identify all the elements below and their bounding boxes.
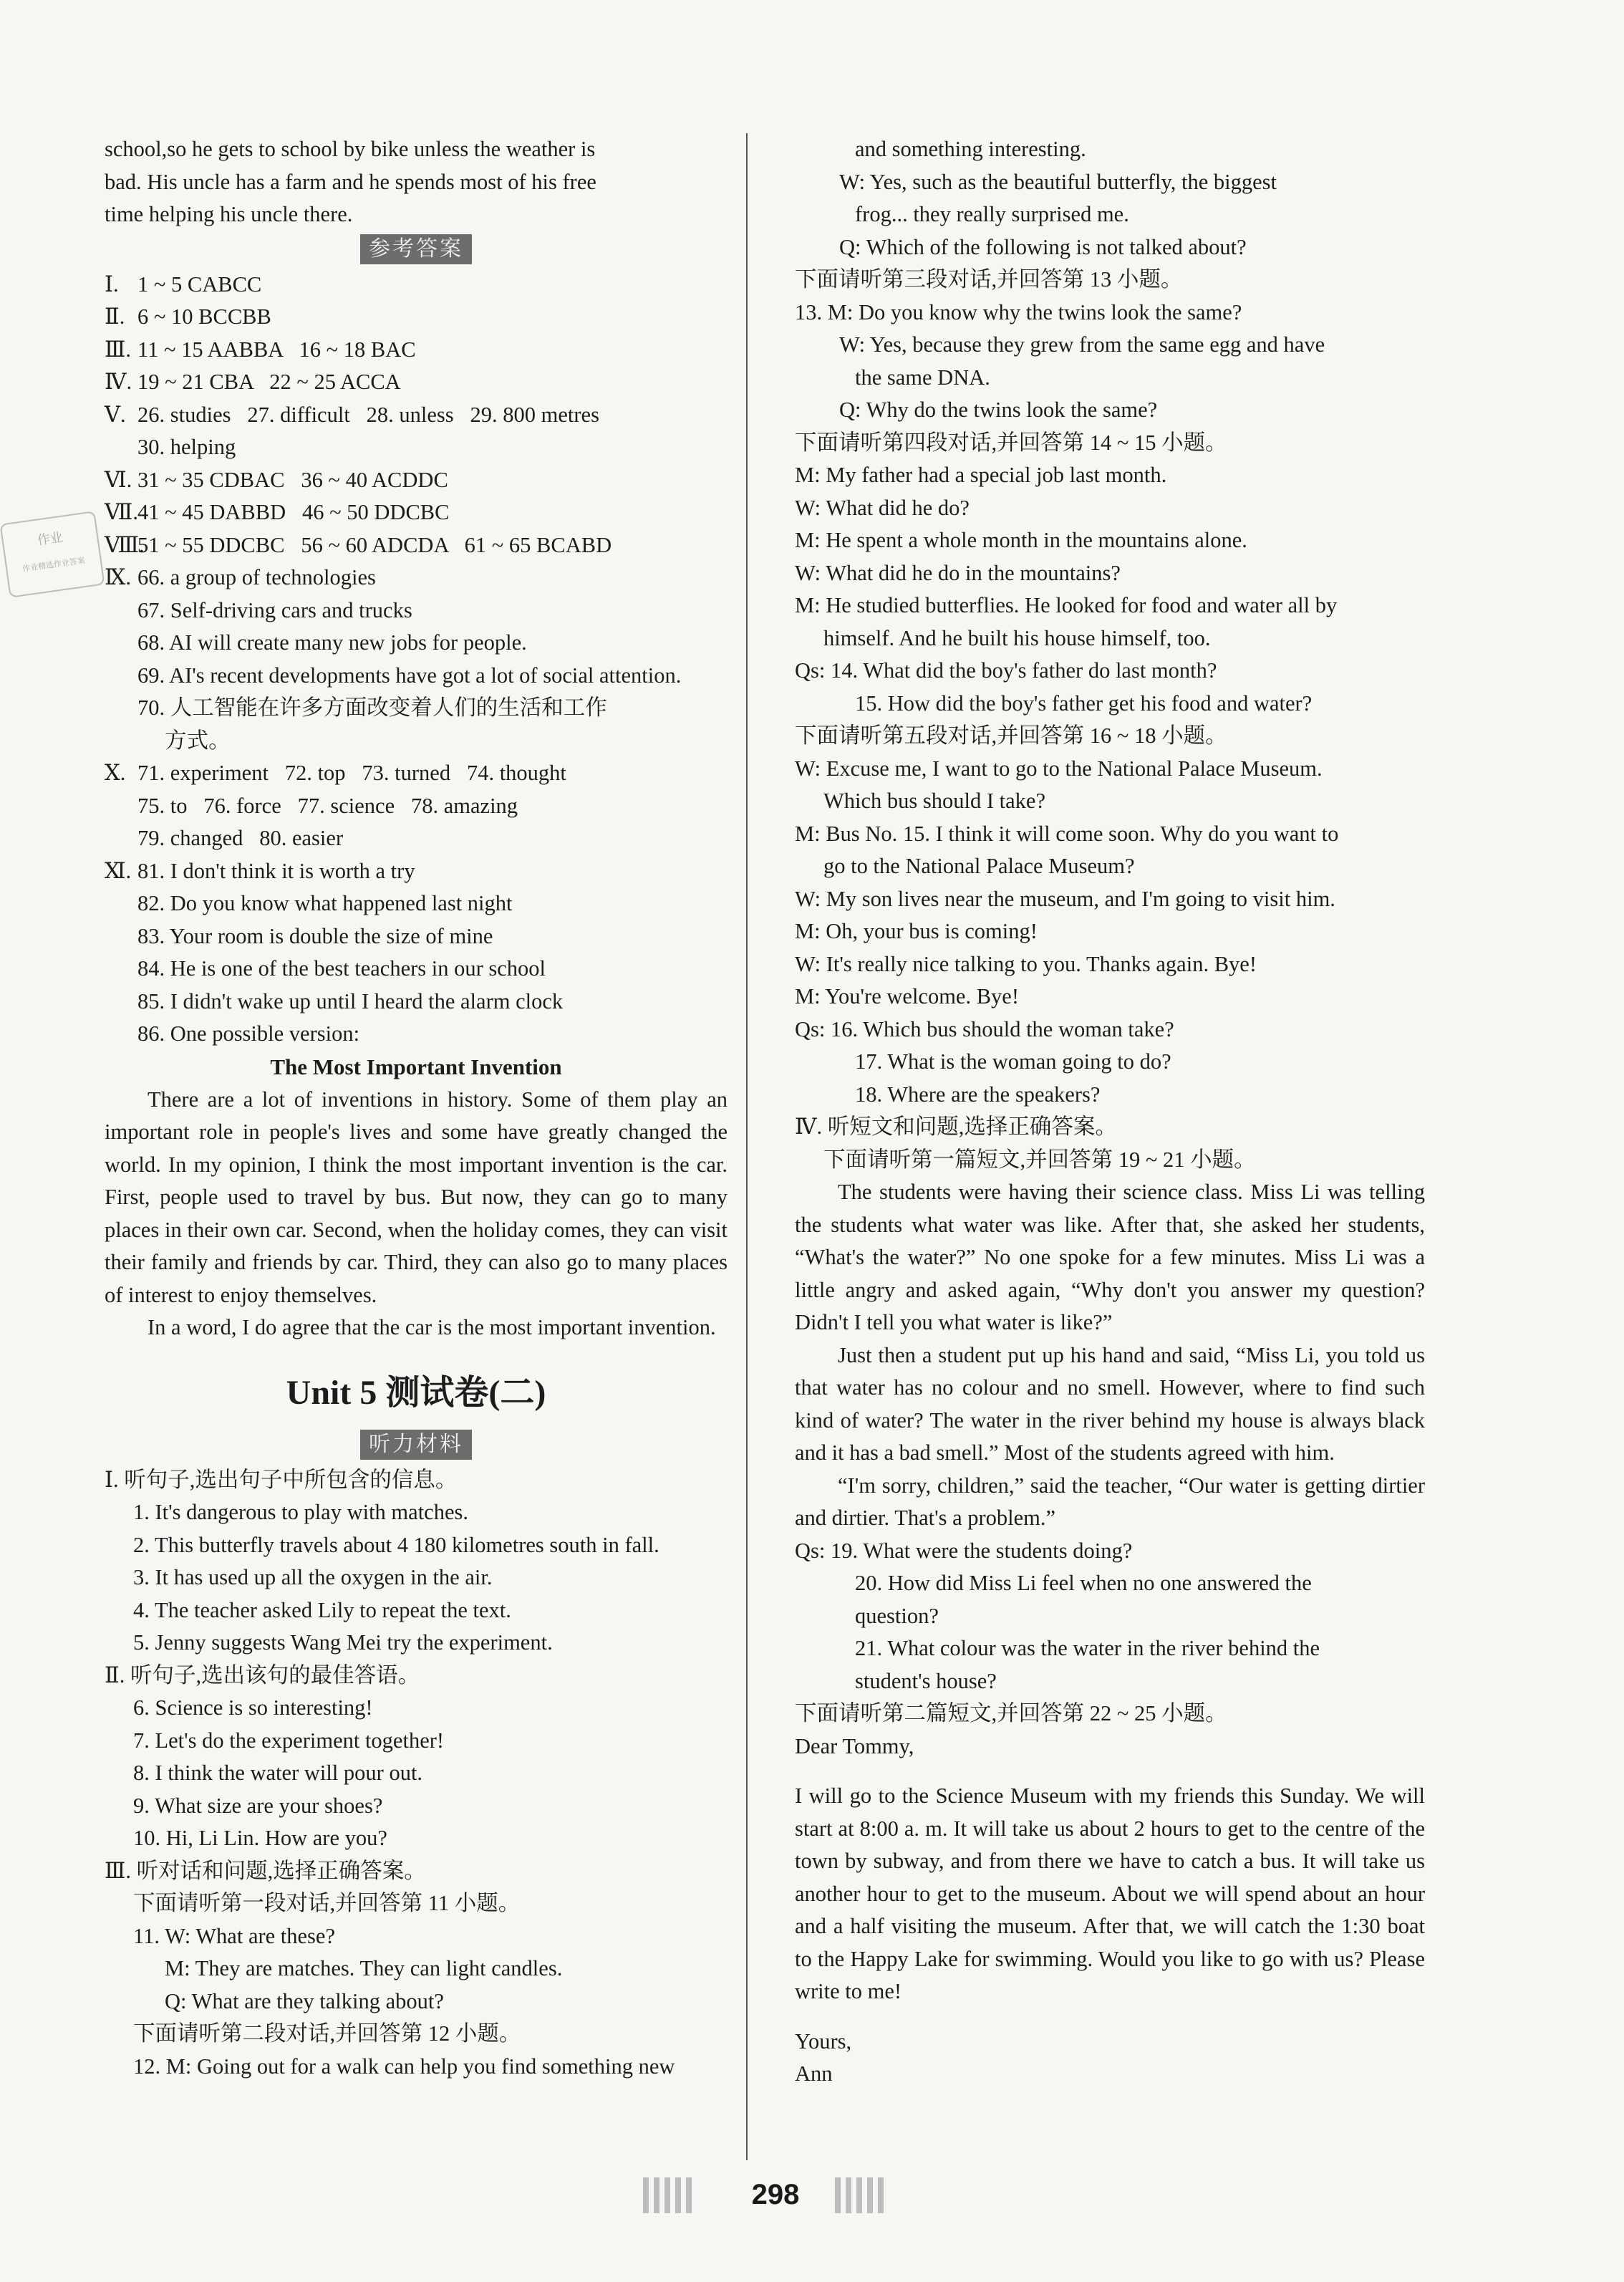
text-line: 15. How did the boy's father get his food and water? bbox=[855, 690, 1313, 716]
text-line: Q: What are they talking about? bbox=[165, 1988, 444, 2013]
section-number: Ⅹ. bbox=[105, 761, 126, 785]
answer-row bbox=[105, 366, 728, 399]
text-line: 下面请听第二段对话,并回答第 12 小题。 bbox=[133, 2021, 521, 2046]
text-line: 11. W: What are these? bbox=[133, 1923, 336, 1948]
text-line: Ⅱ. 听句子,选出该句的最佳答语。 bbox=[105, 1662, 420, 1688]
text-line: 7. Let's do the experiment together! bbox=[133, 1728, 445, 1753]
page-decoration-right bbox=[835, 2177, 899, 2213]
text-line: bad. His uncle has a farm and he spends most of his free bbox=[105, 169, 596, 194]
text-line: school,so he gets to school by bike unless the weather is bbox=[105, 137, 596, 161]
text-line: Ⅰ. 听句子,选出句子中所包含的信息。 bbox=[105, 1467, 458, 1492]
answer-text: 19 ~ 21 CBA 22 ~ 25 ACCA bbox=[137, 370, 401, 394]
passage-paragraph: Just then a student put up his hand and said, “Miss Li, you told us that water has no colour and no smell. However, where to find such kind of water? The water in the river behind my house is always black and it has a bad smell.” Most of the students agreed with him. bbox=[795, 1342, 1425, 1465]
text-line: Q: Which of the following is not talked about? bbox=[839, 234, 1247, 259]
answer-row bbox=[105, 887, 728, 920]
dialogue-lines bbox=[795, 133, 1425, 1176]
answer-row bbox=[105, 627, 728, 660]
text-line: 20. How did Miss Li feel when no one answered the bbox=[855, 1571, 1312, 1595]
answer-row bbox=[105, 757, 728, 790]
text-line: 17. What is the woman going to do? bbox=[855, 1049, 1171, 1074]
answer-text: 69. AI's recent developments have got a lot of social attention. bbox=[137, 663, 682, 688]
answer-text: 83. Your room is double the size of mine bbox=[137, 923, 493, 948]
answer-text: 70. 人工智能在许多方面改变着人们的生活和工作 bbox=[137, 695, 607, 720]
section-number: Ⅱ. bbox=[105, 304, 125, 329]
answer-row bbox=[105, 334, 728, 367]
text-line: frog... they really surprised me. bbox=[855, 202, 1129, 226]
text-line: Ⅳ. 听短文和问题,选择正确答案。 bbox=[795, 1114, 1117, 1139]
text-line: W: What did he do in the mountains? bbox=[795, 560, 1121, 585]
unit-title: Unit 5 测试卷(二) bbox=[286, 1373, 546, 1412]
answer-text: 81. I don't think it is worth a try bbox=[137, 858, 415, 883]
answer-text: 1 ~ 5 CABCC bbox=[137, 271, 262, 297]
text-line: Qs: 14. What did the boy's father do last month? bbox=[795, 658, 1217, 683]
letter-closing: Yours, bbox=[795, 2028, 852, 2054]
answer-row bbox=[105, 725, 728, 758]
answer-text: 31 ~ 35 CDBAC 36 ~ 40 ACDDC bbox=[137, 467, 448, 492]
text-line: W: Yes, such as the beautiful butterfly, the biggest bbox=[839, 169, 1277, 194]
section-number: Ⅵ. bbox=[105, 467, 132, 492]
text-line: M: Oh, your bus is coming! bbox=[795, 919, 1038, 943]
answer-row bbox=[105, 496, 728, 529]
answer-text: 82. Do you know what happened last night bbox=[137, 891, 513, 915]
text-line: M: My father had a special job last month. bbox=[795, 463, 1167, 487]
answer-text: 75. to 76. force 77. science 78. amazing bbox=[137, 793, 518, 818]
text-line: Qs: 19. What were the students doing? bbox=[795, 1538, 1133, 1563]
text-line: 下面请听第一段对话,并回答第 11 小题。 bbox=[133, 1891, 521, 1915]
answer-text: 66. a group of technologies bbox=[137, 565, 376, 589]
text-line: 1. It's dangerous to play with matches. bbox=[133, 1500, 468, 1524]
section-number: Ⅳ. bbox=[105, 370, 132, 394]
text-line: 下面请听第一篇短文,并回答第 19 ~ 21 小题。 bbox=[823, 1147, 1256, 1172]
answer-text: 71. experiment 72. top 73. turned 74. thought bbox=[137, 761, 566, 785]
answer-text: 11 ~ 15 AABBA 16 ~ 18 BAC bbox=[137, 337, 416, 362]
answers-header: 参考答案 bbox=[105, 234, 728, 264]
text-line: time helping his uncle there. bbox=[105, 202, 353, 226]
answer-row bbox=[105, 464, 728, 497]
text-line: 8. I think the water will pour out. bbox=[133, 1761, 423, 1785]
listening-header: 听力材料 bbox=[105, 1430, 728, 1460]
text-line: 21. What colour was the water in the river behind the bbox=[855, 1636, 1320, 1660]
section-number: Ⅺ. bbox=[105, 858, 132, 883]
answer-text: 30. helping bbox=[137, 435, 236, 459]
answer-row bbox=[105, 562, 728, 594]
answer-row bbox=[105, 855, 728, 888]
left-top-lines bbox=[105, 133, 728, 231]
text-line: and something interesting. bbox=[855, 137, 1086, 161]
answer-text: 26. studies 27. difficult 28. unless 29. 800 metres bbox=[137, 402, 599, 427]
letter-body: I will go to the Science Museum with my friends this Sunday. We will start at 8:00 a. m. It will take us about 2 hours to get to the centre of the town by subway, and from there we have to catch a bus. It will take us another hour to get to the museum. About we will spend about an hour and a half visiting the museum. After that, we will catch the 1:30 boat to the Happy Lake for swimming. Would you like to go with us? Please write to me! bbox=[795, 1783, 1425, 2003]
text-line: 下面请听第四段对话,并回答第 14 ~ 15 小题。 bbox=[795, 430, 1227, 455]
text-line: 12. M: Going out for a walk can help you find something new bbox=[133, 2054, 675, 2079]
answer-list bbox=[105, 269, 728, 1051]
passage-paragraph: The students were having their science class. Miss Li was telling the students what water was like. After that, she asked her students, “What's the water?” No one spoke for a few minutes. Miss Li was a little angry and asked again, “Why don't you answer my question? Didn't I tell you what water is like?” bbox=[795, 1180, 1425, 1334]
section-number: Ⅸ. bbox=[105, 565, 132, 589]
text-line: question? bbox=[855, 1603, 939, 1628]
text-line: W: What did he do? bbox=[795, 495, 970, 520]
text-line: Ⅲ. 听对话和问题,选择正确答案。 bbox=[105, 1858, 426, 1883]
text-line: student's house? bbox=[855, 1668, 997, 1693]
right-column bbox=[795, 133, 1425, 2091]
answer-text: 85. I didn't wake up until I heard the alarm clock bbox=[137, 988, 564, 1014]
left-column bbox=[105, 133, 728, 2083]
text-line: 18. Where are the speakers? bbox=[855, 1082, 1101, 1107]
letter-signature: Ann bbox=[795, 2061, 833, 2086]
text-line: the same DNA. bbox=[855, 365, 990, 390]
answer-row bbox=[105, 594, 728, 627]
text-line: W: Yes, because they grew from the same egg and have bbox=[839, 332, 1325, 357]
passage-paragraph: “I'm sorry, children,” said the teacher, “Our water is getting dirtier and dirtier. That's a problem.” bbox=[795, 1473, 1425, 1530]
text-line: Dear Tommy, bbox=[795, 1733, 914, 1758]
essay-paragraph: In a word, I do agree that the car is the most important invention. bbox=[148, 1315, 716, 1339]
section-number: Ⅰ. bbox=[105, 271, 119, 297]
answer-row bbox=[105, 399, 728, 432]
text-line: W: Excuse me, I want to go to the National Palace Museum. bbox=[795, 756, 1323, 781]
stamp-line1: 作业 bbox=[36, 529, 64, 549]
answer-text: 67. Self-driving cars and trucks bbox=[137, 597, 412, 622]
text-line: 2. This butterfly travels about 4 180 kilometres south in fall. bbox=[133, 1532, 659, 1557]
text-line: himself. And he built his house himself, too. bbox=[823, 625, 1211, 650]
listening-material bbox=[105, 1464, 728, 2084]
text-line: W: It's really nice talking to you. Thanks again. Bye! bbox=[795, 951, 1257, 976]
text-line: M: He studied butterflies. He looked for food and water all by bbox=[795, 593, 1338, 617]
text-line: 13. M: Do you know why the twins look the same? bbox=[795, 299, 1242, 324]
text-line: 10. Hi, Li Lin. How are you? bbox=[133, 1826, 387, 1850]
text-line: 6. Science is so interesting! bbox=[133, 1695, 373, 1720]
answer-row bbox=[105, 660, 728, 693]
text-line: go to the National Palace Museum? bbox=[823, 854, 1135, 878]
answer-text: 51 ~ 55 DDCBC 56 ~ 60 ADCDA 61 ~ 65 BCABD bbox=[137, 532, 612, 557]
answer-text: 41 ~ 45 DABBD 46 ~ 50 DDCBC bbox=[137, 500, 450, 524]
text-line: 9. What size are your shoes? bbox=[133, 1793, 383, 1818]
answer-row bbox=[105, 790, 728, 823]
section-number: Ⅲ. bbox=[105, 337, 132, 362]
text-line: M: He spent a whole month in the mountains alone. bbox=[795, 528, 1247, 552]
essay-title: The Most Important Invention bbox=[270, 1054, 562, 1079]
answer-text: 79. changed 80. easier bbox=[137, 826, 344, 850]
text-line: Q: Why do the twins look the same? bbox=[839, 398, 1158, 422]
text-line: 5. Jenny suggests Wang Mei try the experiment. bbox=[133, 1630, 553, 1655]
section-number: Ⅶ. bbox=[105, 500, 138, 524]
question-lines bbox=[795, 1535, 1425, 1763]
answer-text: 68. AI will create many new jobs for people. bbox=[137, 630, 527, 655]
text-line: Qs: 16. Which bus should the woman take? bbox=[795, 1016, 1174, 1041]
answer-row bbox=[105, 301, 728, 334]
answer-text: 6 ~ 10 BCCBB bbox=[137, 304, 271, 329]
answer-row bbox=[105, 529, 728, 562]
text-line: 4. The teacher asked Lily to repeat the text. bbox=[133, 1597, 511, 1622]
text-line: Which bus should I take? bbox=[823, 789, 1046, 813]
text-line: W: My son lives near the museum, and I'm going to visit him. bbox=[795, 886, 1335, 911]
answer-row bbox=[105, 269, 728, 302]
watermark-stamp bbox=[0, 511, 105, 598]
text-line: 下面请听第二篇短文,并回答第 22 ~ 25 小题。 bbox=[795, 1701, 1227, 1725]
answer-row bbox=[105, 692, 728, 725]
page-decoration-left bbox=[643, 2177, 707, 2213]
page-number: 298 bbox=[751, 2179, 800, 2210]
essay-paragraph: There are a lot of inventions in history. Some of them play an important role in people's lives and some have greatly changed the world. In my opinion, I think the most important invention is the car. First, people used to travel by bus. But now, they can go to many places in their own car. Second, when the holiday comes, they can visit their family and friends by car. Third, they can also go to many places of interest to enjoy themselves. bbox=[105, 1087, 728, 1307]
text-line: 3. It has used up all the oxygen in the air. bbox=[133, 1565, 493, 1589]
answer-text: 方式。 bbox=[137, 728, 231, 753]
section-number: Ⅴ. bbox=[105, 402, 126, 427]
text-line: M: You're welcome. Bye! bbox=[795, 984, 1019, 1008]
text-line: 下面请听第三段对话,并回答第 13 小题。 bbox=[795, 267, 1183, 292]
answer-row bbox=[105, 822, 728, 855]
answer-row bbox=[105, 431, 728, 464]
answer-row bbox=[105, 986, 728, 1019]
answer-row bbox=[105, 1018, 728, 1051]
answer-text: 84. He is one of the best teachers in our school bbox=[137, 956, 546, 981]
column-divider bbox=[746, 133, 748, 2160]
section-number: Ⅷ. bbox=[105, 532, 145, 557]
answer-text: 86. One possible version: bbox=[137, 1021, 360, 1046]
text-line: 下面请听第五段对话,并回答第 16 ~ 18 小题。 bbox=[795, 723, 1227, 748]
answer-row bbox=[105, 953, 728, 986]
answer-row bbox=[105, 920, 728, 953]
text-line: M: They are matches. They can light candles. bbox=[165, 1956, 563, 1980]
text-line: M: Bus No. 15. I think it will come soon. Why do you want to bbox=[795, 821, 1339, 846]
stamp-line2: 作业精选作业答案 bbox=[21, 555, 86, 574]
